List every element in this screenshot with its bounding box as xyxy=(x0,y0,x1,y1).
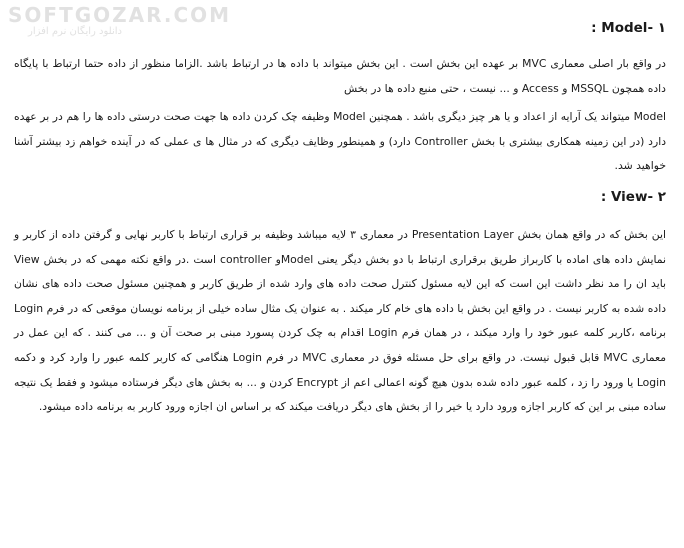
watermark-brand: SOFTGOZAR.COM xyxy=(8,3,232,27)
section-heading-model: ۱ -Model : xyxy=(591,20,666,36)
model-paragraph-2: Model میتواند یک آرایه از اعداد و یا هر چیز دیگری باشد . همچنین Model وظیفه چک کردن داده ها جهت صحت درستی داده ها را هم در بر عهده دارد (در این زمینه همکاری بیشتری با بخش Controller دارد) و همینطور وظایف دیگری که در مثال ها ی عملی که در آینده خواهم زد بیشتر آشنا خواهید شد. xyxy=(14,110,667,173)
section-heading-view: ۲ -View : xyxy=(600,188,666,205)
model-paragraph-1: در واقع بار اصلی معماری MVC بر عهده این بخش است . این بخش میتواند با داده ها در ارتباط باشد .الزاما منظور از داده حتما ارتباط با پایگاه داده همچون MSSQL و Access و ... نیست ، حتی منبع داده ها در بخش xyxy=(14,57,666,95)
view-paragraph-1: این بخش که در واقع همان بخش Presentation Layer در معماری ۳ لایه میباشد وظیفه بر قراری ارتباط با کاربر نهایی و گرفتن داده از کاربر و نمایش داده های اماده با کاربراز طریق برقراری ارتباط با دو بخش دیگر یعنی Modelو controller است .در واقع نکته مهمی که در بخش View باید ان را مد نظر داشت این است که این لایه مسئول کنترل صحت داده های وارد شده از طریق کاربر و همچنین مسئول صحت داده های نشان داده شده به کاربر نیست . در واقع این بخش با داده های خام کار میکند . به عنوان یک مثال ساده خیلی از برنامه نویسان موقعی که در فرم Login برنامه ،کاربر کلمه عبور خود را وارد میکند ، در همان فرم Login اقدام به چک کردن پسورد مبنی بر صحت آن و ... می کنند . که این عمل در معماری MVC قابل قبول نیست. در واقع برای حل مسئله فوق در معماری MVC در فرم Login هنگامی که کاربر کلمه عبور را وارد کرد و دکمه Login یا ورود را زد ، کلمه عبور داده شده بدون هیچ گونه اعمالی اعم از Encrypt کردن و ... به بخش های دیگر فرستاده میشود و فقط یک نتیجه ساده مبنی بر این که کاربر اجازه ورود دارد یا خیر را از بخش های دیگر دریافت میکند که بر اساس ان اجازه ورود کاربر به برنامه داده میشود. xyxy=(14,227,667,414)
watermark-subtitle: دانلود رایگان نرم افزار xyxy=(28,26,122,37)
